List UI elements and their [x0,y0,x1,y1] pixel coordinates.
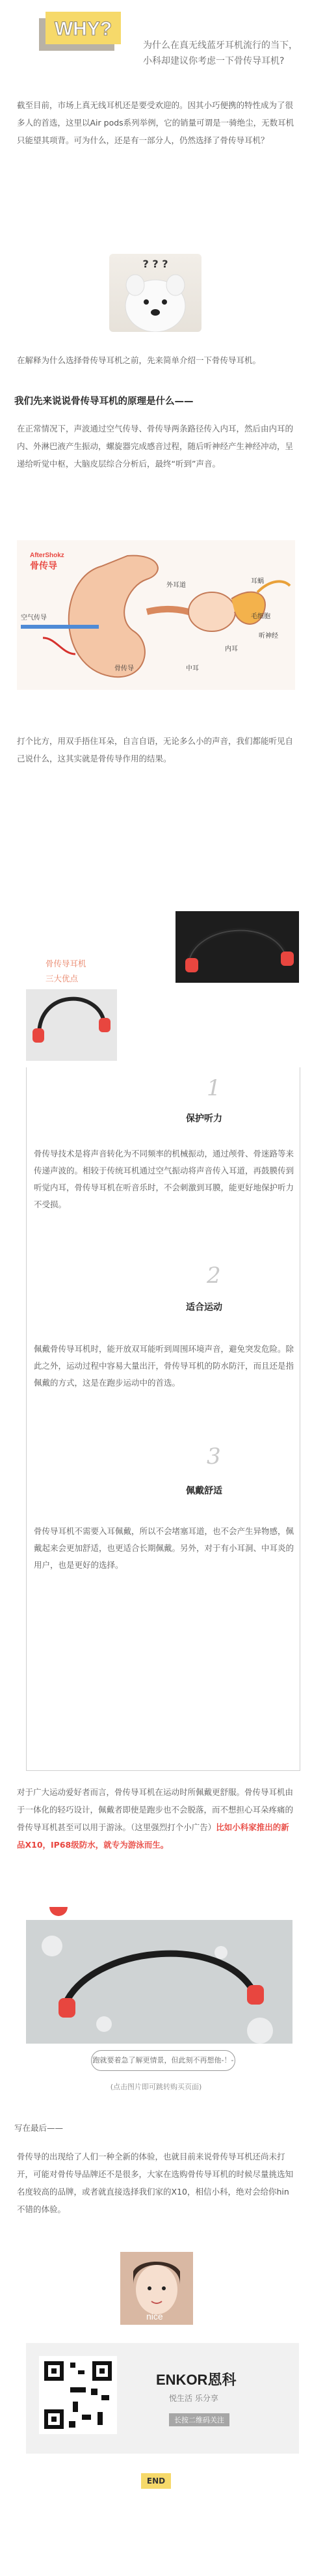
dog-caption: ? ? ? [142,258,168,270]
paragraph-3: 在正常情况下，声波通过空气传导、骨传导两条路径传入内耳，然后由内耳的内、外淋巴液产生振动，螺旋器完成感音过程，随后听神经产生神经冲动，呈递给听觉中枢，大脑皮层综合分析后，最终“听到”声音。 [17,424,294,469]
feature-3-title: 佩戴舒适 [186,1486,222,1496]
girl-sticker-image [120,2252,193,2325]
diagram-hair: 毛细胞 [251,613,270,620]
why-text: WHY? [54,18,112,40]
feature-2-text: 佩戴骨传导耳机时，能开放双耳能听到周围环境声音，避免突发危险。除此之外，运动过程中容易大量出汗，骨传导耳机的防水防汗，而且还是指佩戴的方式，这是在跑步运动中的首选。 [34,1344,294,1388]
paragraph-4: 打个比方，用双手捂住耳朵，自言自语，无论多么小的声音，我们都能听见自己说什么，这其实就是骨传导作用的结果。 [17,736,294,763]
end-tag: END [141,2473,171,2489]
closing-label: 写在最后—— [14,2123,64,2133]
product-image-group [26,911,299,1061]
closing-paragraph: 骨传导的出现给了人们一种全新的体验，也就目前来说骨传导耳机还尚未打开，可能对骨传导品牌还不是很多，大家在选购骨传导耳机的时候尽量挑选知名度较高的品牌，或者就直接选择我们家的X10，相信小科，绝对会给你hin不错的体验。 [17,2152,294,2214]
x10-product-photo[interactable] [26,1907,292,2057]
diagram-cochlea: 耳蜗 [251,578,264,585]
photo-bubble: 跑就要着急了解更情景，但此刻不再想他-！- [91,2050,235,2071]
paragraph-1: 截至目前，市场上真无线耳机还是要受欢迎的。因其小巧便携的特性成为了很多人的首选，这里以Air pods系列举例，它的销量可谓是一骑绝尘，无数耳机只能望其项背。可为什么，还是有一部分人，仍然选择了骨传导耳机？ [17,100,294,145]
diagram-bone: 骨传导 [114,665,134,672]
ear-diagram [17,540,295,690]
diagram-title: 骨传导 [30,561,57,571]
summary-paragraph [17,1783,295,1854]
diagram-brand: AfterShokz [30,552,64,559]
why-banner [39,9,136,59]
footer-brand: ENKOR恩科 [156,2372,237,2388]
product-title: 骨传导耳机 [46,959,86,968]
product-subtitle: 三大优点 [46,974,79,983]
diagram-ear-drum: 外耳道 [166,582,186,589]
footer-sub: 长按二维码关注 [169,2413,229,2426]
diagram-middle: 中耳 [186,665,199,672]
dog-meme-image [109,254,202,332]
girl-label: nice [146,2311,163,2322]
footer-card [26,2343,299,2454]
feature-3-number: 3 [207,1444,221,1470]
feature-3-text: 骨传导耳机不需要入耳佩戴，所以不会堵塞耳道，也不会产生异物感，佩戴起来会更加舒适，也更适合长期佩戴。另外，对于有小耳洞、中耳炎的用户，也是更好的选择。 [34,1526,294,1570]
feature-1-number: 1 [207,1075,221,1101]
feature-1-text: 骨传导技术是将声音转化为不同频率的机械振动，通过颅骨、骨迷路等来传递声波的。相较于传统耳机通过空气振动将声音传入耳道，再鼓膜传到听觉内耳，骨传导耳机在听音乐时，不会刺激到耳膜，能更好地保护听力不受损。 [34,1149,294,1209]
footer-slogan: 悦生活 乐分享 [169,2394,218,2403]
summary-text: 对于广大运动爱好者而言，骨传导耳机在运动时所佩戴更舒服。骨传导耳机由于一体化的轻巧设计，佩戴者即使是跑步也不会脱落，而不想担心耳朵疼痛的骨传导耳机甚至可以用于游泳。（这里强烈打个小广告） [17,1787,294,1832]
diagram-inner: 内耳 [225,646,238,653]
section-heading: 我们先来说说骨传导耳机的原理是什么—— [14,396,194,407]
qr-code-icon[interactable] [39,2356,117,2434]
photo-caption: (点击图片即可跳转购买页面) [110,2083,202,2091]
paragraph-2: 在解释为什么选择骨传导耳机之前，先来简单介绍一下骨传导耳机。 [17,355,261,365]
feature-1-title: 保护听力 [186,1114,222,1124]
intro-question: 为什么在真无线蓝牙耳机流行的当下，小科却建议你考虑一下骨传导耳机? [143,40,298,66]
pin-icon [49,1907,68,1916]
diagram-nerve: 听神经 [259,633,278,640]
feature-2-title: 适合运动 [186,1302,222,1313]
summary-highlight: 比如小科家推出的新品X10，IP68级防水，就专为游泳而生。 [17,1822,289,1850]
feature-2-number: 2 [207,1263,221,1289]
diagram-air: 空气传导 [21,614,47,622]
